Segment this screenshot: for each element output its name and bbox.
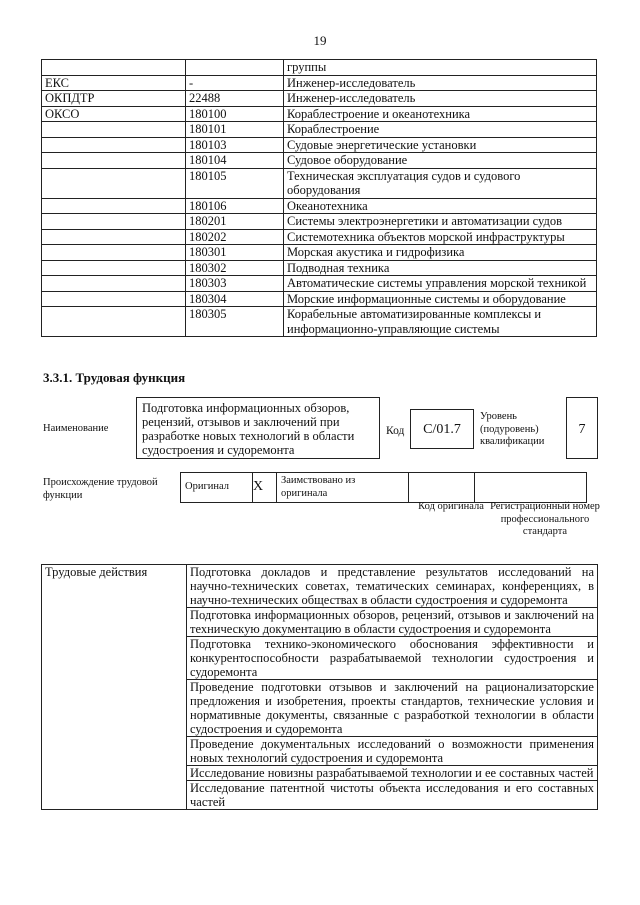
- name-label: Наименование: [43, 423, 109, 434]
- classifier-code-cell: 180101: [186, 122, 284, 138]
- classifier-name-cell: Инженер-исследователь: [284, 75, 597, 91]
- classifier-code-cell: 180100: [186, 106, 284, 122]
- labor-function-code: C/01.7: [410, 409, 474, 449]
- classifier-system-cell: [42, 198, 186, 214]
- classifier-name-cell: Кораблестроение: [284, 122, 597, 138]
- classifier-name-cell: Кораблестроение и океанотехника: [284, 106, 597, 122]
- classifier-system-cell: [42, 260, 186, 276]
- classifier-code-cell: 180103: [186, 137, 284, 153]
- classifier-system-cell: [42, 122, 186, 138]
- labor-action-item: Подготовка информационных обзоров, рецензий, отзывов и заключений на техническую документацию в области судостроения и судоремонта: [187, 608, 598, 637]
- reg-number-cell: [475, 473, 587, 503]
- classifier-name-cell: Морская акустика и гидрофизика: [284, 245, 597, 261]
- classifier-code-cell: 180105: [186, 168, 284, 198]
- classifier-row: [42, 91, 597, 107]
- classifier-code-cell: 180201: [186, 214, 284, 230]
- reg-number-caption: Регистрационный номер профессионального стандарта: [490, 501, 600, 537]
- classifier-row: [42, 291, 597, 307]
- classifier-row: [42, 260, 597, 276]
- classifier-system-cell: ОКСО: [42, 106, 186, 122]
- classifier-name-cell: группы: [284, 60, 597, 76]
- labor-action-item: Исследование новизны разрабатываемой технологии и ее составных частей: [187, 766, 598, 781]
- classifier-system-cell: [42, 60, 186, 76]
- classifier-code-cell: -: [186, 75, 284, 91]
- labor-actions-table: [41, 564, 598, 810]
- classifier-system-cell: [42, 229, 186, 245]
- labor-function-name: Подготовка информационных обзоров, рецензий, отзывов и заключений при разработке новых технологий в области судостроения и судоремонта: [136, 397, 380, 459]
- classifier-code-cell: 180303: [186, 276, 284, 292]
- classifier-name-cell: Инженер-исследователь: [284, 91, 597, 107]
- classifier-name-cell: Океанотехника: [284, 198, 597, 214]
- classifier-name-cell: Судовое оборудование: [284, 153, 597, 169]
- labor-action-item: Исследование патентной чистоты объекта исследования и его составных частей: [187, 781, 598, 810]
- classifier-row: [42, 75, 597, 91]
- labor-actions-label: Трудовые действия: [42, 565, 187, 810]
- original-label: Оригинал: [181, 473, 253, 503]
- original-code-caption: Код оригинала: [418, 501, 484, 512]
- classifier-row: [42, 229, 597, 245]
- classifier-code-cell: 180104: [186, 153, 284, 169]
- classifier-system-cell: [42, 137, 186, 153]
- classifier-code-cell: 180301: [186, 245, 284, 261]
- borrowed-label: Заимствовано из оригинала: [277, 473, 409, 503]
- qualification-level-label: Уровень (подуровень) квалификации: [480, 411, 545, 447]
- labor-action-item: Проведение подготовки отзывов и заключений на рационализаторские предложения и изобретения, проекты стандартов, технические условия и нормативные документы, связанные с разработкой технологии в области судостроения и судоремонта: [187, 680, 598, 737]
- classifier-row: [42, 307, 597, 337]
- classifier-name-cell: Подводная техника: [284, 260, 597, 276]
- qualification-level-value: 7: [566, 397, 598, 459]
- classifier-name-cell: Системы электроэнергетики и автоматизации судов: [284, 214, 597, 230]
- classifier-row: [42, 214, 597, 230]
- classifier-code-cell: 180106: [186, 198, 284, 214]
- page-number: 19: [313, 33, 327, 48]
- classifier-system-cell: [42, 307, 186, 337]
- classifier-row: [42, 60, 597, 76]
- classifier-system-cell: [42, 291, 186, 307]
- classifier-row: [42, 198, 597, 214]
- classifier-code-cell: 180302: [186, 260, 284, 276]
- classifier-system-cell: ЕКС: [42, 75, 186, 91]
- classifier-name-cell: Техническая эксплуатация судов и судового оборудования: [284, 168, 597, 198]
- classifier-code-cell: 180202: [186, 229, 284, 245]
- labor-action-item: Подготовка докладов и представление результатов исследований на научно-технических советах, тематических семинарах, конференциях, в научно-технических обществах в области судостроения и судоремонта: [187, 565, 598, 608]
- classifier-code-cell: 180304: [186, 291, 284, 307]
- classifier-system-cell: [42, 245, 186, 261]
- origin-label: Происхождение трудовой функции: [43, 477, 158, 501]
- classifier-row: [42, 276, 597, 292]
- classifier-code-cell: 22488: [186, 91, 284, 107]
- classifier-name-cell: Корабельные автоматизированные комплексы и информационно-управляющие системы: [284, 307, 597, 337]
- classifier-system-cell: [42, 276, 186, 292]
- classifier-name-cell: Судовые энергетические установки: [284, 137, 597, 153]
- classifier-table: [41, 59, 597, 337]
- labor-action-row: [42, 565, 598, 608]
- classifier-row: [42, 106, 597, 122]
- original-code-cell: [409, 473, 475, 503]
- classifier-row: [42, 245, 597, 261]
- classifier-name-cell: Морские информационные системы и оборудование: [284, 291, 597, 307]
- classifier-code-cell: 180305: [186, 307, 284, 337]
- origin-table: [180, 472, 587, 503]
- classifier-row: [42, 122, 597, 138]
- classifier-row: [42, 168, 597, 198]
- classifier-name-cell: Системотехника объектов морской инфраструктуры: [284, 229, 597, 245]
- classifier-system-cell: [42, 214, 186, 230]
- classifier-system-cell: [42, 153, 186, 169]
- classifier-code-cell: [186, 60, 284, 76]
- section-heading: 3.3.1. Трудовая функция: [43, 370, 186, 385]
- labor-action-item: Проведение документальных исследований о возможности применения новых технологий судостроения и судоремонта: [187, 737, 598, 766]
- classifier-row: [42, 153, 597, 169]
- classifier-name-cell: Автоматические системы управления морской техникой: [284, 276, 597, 292]
- classifier-row: [42, 137, 597, 153]
- labor-action-item: Подготовка технико-экономического обоснования эффективности и конкурентоспособности разрабатываемой технологии судостроения и судоремонта: [187, 637, 598, 680]
- classifier-system-cell: ОКПДТР: [42, 91, 186, 107]
- code-label: Код: [386, 425, 405, 437]
- original-mark: X: [253, 473, 277, 503]
- classifier-system-cell: [42, 168, 186, 198]
